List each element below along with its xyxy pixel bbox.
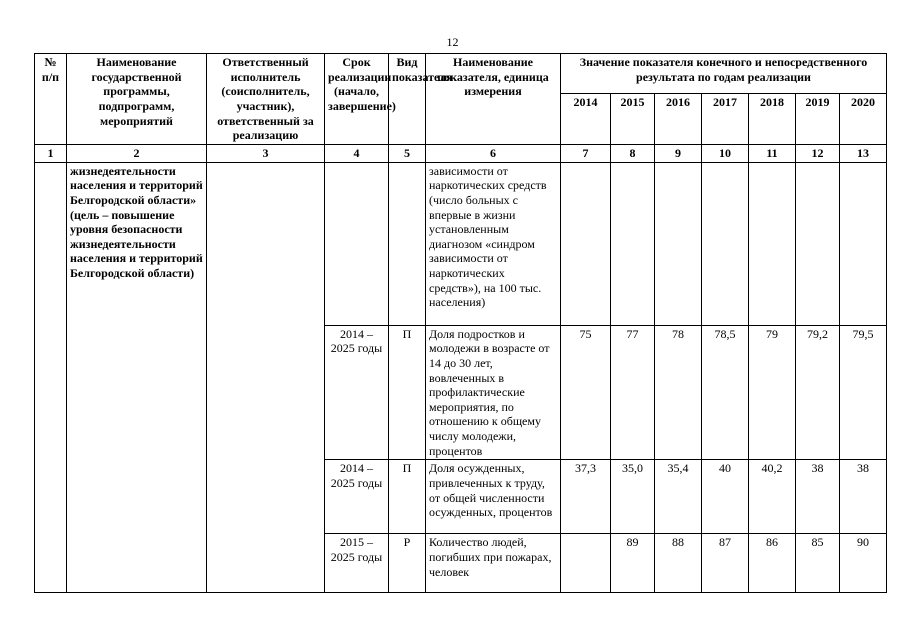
column-number: 6 [426, 145, 561, 163]
header-values: Значение показателя конечного и непосредственного результата по годам реализации [561, 54, 887, 94]
type-cell [389, 162, 426, 325]
column-number: 1 [35, 145, 67, 163]
period-cell: 2014 – 2025 годы [325, 325, 389, 460]
period-cell [325, 162, 389, 325]
value-cell: 90 [840, 534, 887, 593]
value-cell [702, 162, 749, 325]
period-cell: 2014 – 2025 годы [325, 460, 389, 534]
header-year: 2015 [611, 94, 655, 145]
executor-cell [207, 162, 325, 593]
type-cell: П [389, 325, 426, 460]
column-number: 12 [796, 145, 840, 163]
type-cell: П [389, 460, 426, 534]
value-cell [561, 162, 611, 325]
value-cell [655, 162, 702, 325]
value-cell [840, 162, 887, 325]
indicator-cell: зависимости от наркотических средств (число больных с впервые в жизни установленным диагнозом «синдром зависимости от наркотических средств»), на 100 тыс. населения) [426, 162, 561, 325]
value-cell: 79,2 [796, 325, 840, 460]
value-cell: 88 [655, 534, 702, 593]
value-cell: 35,0 [611, 460, 655, 534]
column-number: 5 [389, 145, 426, 163]
value-cell: 35,4 [655, 460, 702, 534]
period-cell: 2015 – 2025 годы [325, 534, 389, 593]
table-row [35, 162, 887, 325]
column-numbers-row [35, 145, 887, 163]
column-number: 8 [611, 145, 655, 163]
value-cell: 38 [840, 460, 887, 534]
column-number: 13 [840, 145, 887, 163]
value-cell: 85 [796, 534, 840, 593]
indicator-cell: Количество людей, погибших при пожарах, человек [426, 534, 561, 593]
value-cell: 86 [749, 534, 796, 593]
value-cell: 40 [702, 460, 749, 534]
header-executor: Ответственный исполнитель (соисполнитель, участник), ответственный за реализацию [207, 54, 325, 145]
page-number: 12 [446, 35, 459, 49]
value-cell: 37,3 [561, 460, 611, 534]
value-cell: 77 [611, 325, 655, 460]
header-year: 2016 [655, 94, 702, 145]
value-cell: 75 [561, 325, 611, 460]
value-cell [561, 534, 611, 593]
column-number: 11 [749, 145, 796, 163]
value-cell: 79,5 [840, 325, 887, 460]
header-year: 2017 [702, 94, 749, 145]
column-number: 10 [702, 145, 749, 163]
value-cell: 38 [796, 460, 840, 534]
column-number: 3 [207, 145, 325, 163]
value-cell: 79 [749, 325, 796, 460]
header-year: 2020 [840, 94, 887, 145]
value-cell: 78,5 [702, 325, 749, 460]
program-name-cell: жизнедеятельности населения и территорий Белгородской области» (цель – повышение уровня безопасности жизнедеятельности населения и территорий Белгородской области) [67, 162, 207, 593]
value-cell [796, 162, 840, 325]
row-number-cell [35, 162, 67, 593]
column-number: 4 [325, 145, 389, 163]
column-number: 2 [67, 145, 207, 163]
header-year: 2014 [561, 94, 611, 145]
header-period: Срок реализации (начало, завершение) [325, 54, 389, 145]
value-cell [749, 162, 796, 325]
value-cell: 87 [702, 534, 749, 593]
indicator-cell: Доля осужденных, привлеченных к труду, от общей численности осужденных, процентов [426, 460, 561, 534]
header-year: 2018 [749, 94, 796, 145]
value-cell [611, 162, 655, 325]
indicator-cell: Доля подростков и молодежи в возрасте от 14 до 30 лет, вовлеченных в профилактические мероприятия, по отношению к общему числу молодежи, процентов [426, 325, 561, 460]
indicators-table [34, 53, 887, 593]
header-indicator: Наименование показателя, единица измерения [426, 54, 561, 145]
header-year: 2019 [796, 94, 840, 145]
header-num: № п/п [35, 54, 67, 145]
header-row [35, 54, 887, 94]
value-cell: 89 [611, 534, 655, 593]
column-number: 9 [655, 145, 702, 163]
value-cell: 78 [655, 325, 702, 460]
header-name: Наименование государственной программы, подпрограмм, мероприятий [67, 54, 207, 145]
header-type: Вид показателя [389, 54, 426, 145]
value-cell: 40,2 [749, 460, 796, 534]
column-number: 7 [561, 145, 611, 163]
type-cell: Р [389, 534, 426, 593]
